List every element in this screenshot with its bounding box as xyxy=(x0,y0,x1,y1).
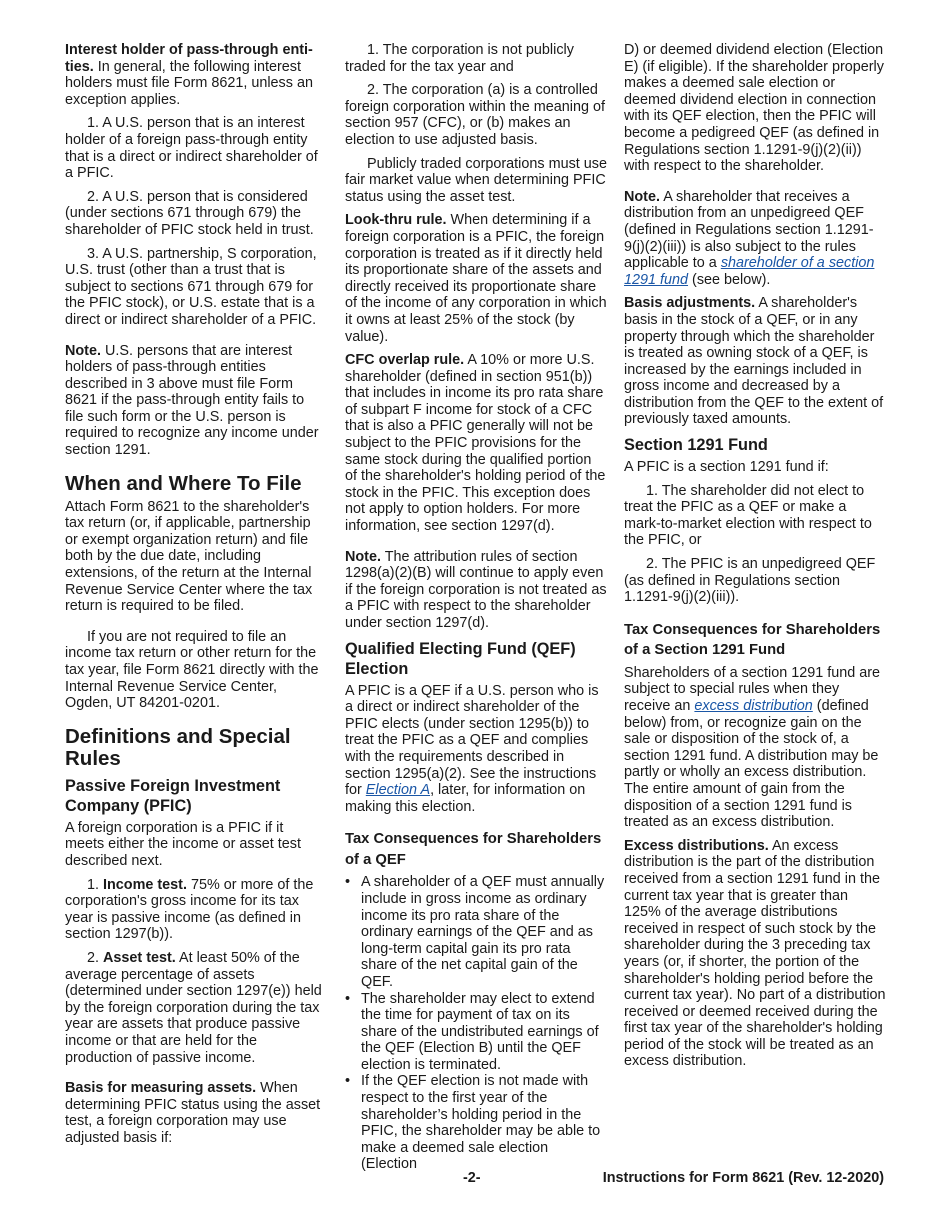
paragraph-text: (see below). xyxy=(688,271,771,288)
paragraph: Attach Form 8621 to the shareholder's tax return (or, if applicable, partnership or exempt organization return) and file both by the due date, including extensions, of the return at the Internal Revenue Service Center where the tax return is required to be filed. xyxy=(65,498,313,615)
page-number: -2- xyxy=(463,1170,481,1186)
section-heading-definitions: Definitions and Special Rules xyxy=(65,724,291,770)
paragraph-text: U.S. persons that are interest holders of pass-through entities described in 3 above must file Form 8621 if the pass-through entity fails to file such form or the U.S. person is required to recognize any income under section 1291. xyxy=(65,342,319,459)
paragraph-text: , later, for information on making this election. xyxy=(345,782,586,815)
bullet-icon: • xyxy=(345,990,351,1007)
paragraph-basis-adjustments xyxy=(624,295,886,428)
subsection-heading-tax-qef: Tax Consequences for Shareholders of a QEF xyxy=(345,831,602,868)
paragraph-text: When determining PFIC status using the asset test, a foreign corporation may use adjusted basis if: xyxy=(65,1080,321,1146)
paragraph-text: The attribution rules of section 1298(a)(2)(B) will continue to apply even if the foreign corporation is not treated as a PFIC with respect to the shareholder under section 1297(d). xyxy=(345,548,607,631)
list-item: 2. The corporation (a) is a controlled foreign corporation within the meaning of section 957 (CFC), or (b) makes an election to use adjusted basis. xyxy=(345,82,605,148)
paragraph-text: (defined below) from, or recognize gain on the sale or disposition of the stock of, a section 1291 fund. A distribution may be partly or wholly an excess distribution. The entire amount of gain from the disposition of a section 1291 fund is treated as an excess distribution. xyxy=(624,698,879,831)
subsection-heading-tax-1291: Tax Consequences for Shareholders of a Section 1291 Fund xyxy=(624,621,881,659)
paragraph-text: At least 50% of the average percentage of assets (determined under section 1297(e)) held by the foreign corporation during the tax year are assets that produce passive income or that are held for the production of passive income. xyxy=(65,949,322,1066)
run-in-heading: Interest holder of pass-through enti-ties. xyxy=(65,42,313,75)
list-number: 2. xyxy=(87,949,103,966)
paragraph-text: A 10% or more U.S. shareholder (defined in section 951(b)) that includes in income its pro rata share of subpart F income for stock of a CFC that is also a PFIC generally will not be subject to the PFIC provisions for the same stock during the qualified portion of the shareholder's holding period of the stock in the PFIC. This exception does not apply to option holders. For more information, see section 1297(d). xyxy=(345,352,606,535)
subsection-heading-section-1291: Section 1291 Fund xyxy=(624,436,768,455)
paragraph-basis-measuring xyxy=(65,1080,325,1146)
column-right xyxy=(624,42,886,1077)
paragraph-text: When determining if a foreign corporation is a PFIC, the foreign corporation is treated as if it directly held its proportionate share of the assets and directly received its proportionate share of the income of any corporation in which it owns at least 25% of the stock (by value). xyxy=(345,212,607,345)
bullet-text: If the QEF election is not made with respect to the first year of the shareholder’s holding period in the PFIC, the shareholder may be able to make a deemed sale election (Election xyxy=(361,1073,601,1173)
note-label: Note. xyxy=(345,548,381,565)
paragraph: Publicly traded corporations must use fair market value when determining PFIC status using the asset test. xyxy=(345,155,607,205)
paragraph-continued: D) or deemed dividend election (Election E) (if eligible). If the shareholder properly makes a deemed sale election or deemed dividend election in connection with its QEF election, then the PFIC will become a pedigreed QEF (as defined in Regulations section 1.1291-9(j)(2)(ii)) with respect to the shareholder. xyxy=(624,42,884,175)
paragraph: A foreign corporation is a PFIC if it meets either the income or asset test described next. xyxy=(65,819,301,869)
bullet-item xyxy=(345,991,607,1074)
list-item: 1. The shareholder did not elect to treat the PFIC as a QEF or make a mark-to-market election with respect to the PFIC, or xyxy=(624,482,872,549)
bullet-text: The shareholder may elect to extend the time for payment of tax on its share of the undistributed earnings of the QEF (Election B) until the QEF election is terminated. xyxy=(361,990,599,1073)
subsection-heading-pfic: Passive Foreign Investment Company (PFIC) xyxy=(65,776,281,815)
list-item: 2. The PFIC is an unpedigreed QEF (as defined in Regulations section 1.1291-9(j)(2)(iii)). xyxy=(624,556,876,606)
paragraph-tax-1291 xyxy=(624,665,886,831)
run-in-heading: Excess distributions. xyxy=(624,837,769,854)
paragraph-look-thru xyxy=(345,212,607,345)
bullet-item xyxy=(345,874,607,990)
paragraph-interest-holder xyxy=(65,42,325,108)
list-item: 1. The corporation is not publicly traded for the tax year and xyxy=(345,42,574,75)
run-in-heading: Income test. xyxy=(103,876,187,893)
paragraph-text: A shareholder's basis in the stock of a QEF, or in any property through which the shareholder is treated as owning stock of a QEF, is increased by the earnings included in gross income and decreased by a distribution from the QEF to the extent of previously taxed amounts. xyxy=(624,295,884,428)
list-item: 2. A U.S. person that is considered (under sections 671 through 679) the shareholder of PFIC stock held in trust. xyxy=(65,188,314,238)
bullet-icon: • xyxy=(345,874,351,891)
column-left xyxy=(65,42,325,1153)
section-1291-fund-link[interactable]: shareholder of a section 1291 fund xyxy=(624,255,875,288)
note-label: Note. xyxy=(65,342,101,359)
paragraph-text: Shareholders of a section 1291 fund are subject to special rules when they receive an xyxy=(624,664,881,714)
bullet-text: A shareholder of a QEF must annually include in gross income as ordinary income its pro rata share of the ordinary earnings of the QEF and as long-term capital gain its pro rata share of the net capital gain of the QEF. xyxy=(361,874,605,990)
paragraph-text: A PFIC is a QEF if a U.S. person who is a direct or indirect shareholder of the PFIC elects (under section 1295(b)) to treat the PFIC as a QEF and complies with the requirements described in section 1295(a)(2). See the instructions for xyxy=(345,682,599,799)
note-paragraph xyxy=(624,189,886,289)
paragraph: A PFIC is a section 1291 fund if: xyxy=(624,459,829,476)
election-a-link[interactable]: Election A xyxy=(365,782,431,799)
list-item: 3. A U.S. partnership, S corporation, U.S. trust (other than a trust that is subject to sections 671 through 679 for the PFIC stock), or U.S. estate that is a direct or indirect shareholder of a PFIC. xyxy=(65,245,317,328)
column-middle xyxy=(345,42,607,1173)
paragraph-text: An excess distribution is the part of the distribution received from a section 1291 fund in the current tax year that is greater than 125% of the average distributions received in respect of such stock by the shareholder during the 3 preceding tax years (or, if shorter, the portion of the shareholder's holding period before the current tax year). No part of a distribution received or deemed received during the first tax year of the shareholder's holding period of the stock will be treated as an excess distribution. xyxy=(624,837,886,1070)
footer-title: Instructions for Form 8621 (Rev. 12-2020) xyxy=(602,1170,884,1186)
paragraph-qef xyxy=(345,683,607,816)
paragraph: If you are not required to file an income tax return or other return for the tax year, file Form 8621 directly with the Internal Revenue Service Center, Ogden, UT 84201-0201. xyxy=(65,628,319,712)
subsection-heading-qef: Qualified Electing Fund (QEF) Election xyxy=(345,639,576,678)
note-label: Note. xyxy=(624,188,660,205)
paragraph-text: 75% or more of the corporation's gross income for its tax year is passive income (as defined in section 1297(b)). xyxy=(65,876,314,943)
note-paragraph xyxy=(345,549,607,632)
list-item-income-test xyxy=(65,877,325,943)
list-item: 1. A U.S. person that is an interest holder of a foreign pass-through entity that is a direct or indirect shareholder of a PFIC. xyxy=(65,115,318,182)
section-heading-when-where: When and Where To File xyxy=(65,471,302,495)
paragraph-text: In general, the following interest holders must file Form 8621, unless an exception applies. xyxy=(65,58,313,108)
bullet-item xyxy=(345,1073,607,1173)
run-in-heading: Asset test. xyxy=(103,949,176,966)
paragraph-excess-distributions xyxy=(624,838,886,1070)
run-in-heading: Basis adjustments. xyxy=(624,295,756,312)
paragraph-text: A shareholder that receives a distribution from an unpedigreed QEF (defined in Regulations section 1.1291-9(j)(2)(iii)) is also subject to the rules applicable to a xyxy=(624,188,874,272)
list-number: 1. xyxy=(87,876,103,893)
excess-distribution-link[interactable]: excess distribution xyxy=(694,698,813,714)
run-in-heading: Look-thru rule. xyxy=(345,212,447,229)
run-in-heading: CFC overlap rule. xyxy=(345,352,465,369)
note-paragraph xyxy=(65,343,325,459)
list-item-asset-test xyxy=(65,950,325,1066)
paragraph-cfc-overlap xyxy=(345,352,607,535)
run-in-heading: Basis for measuring assets. xyxy=(65,1080,257,1097)
bullet-icon: • xyxy=(345,1073,351,1090)
